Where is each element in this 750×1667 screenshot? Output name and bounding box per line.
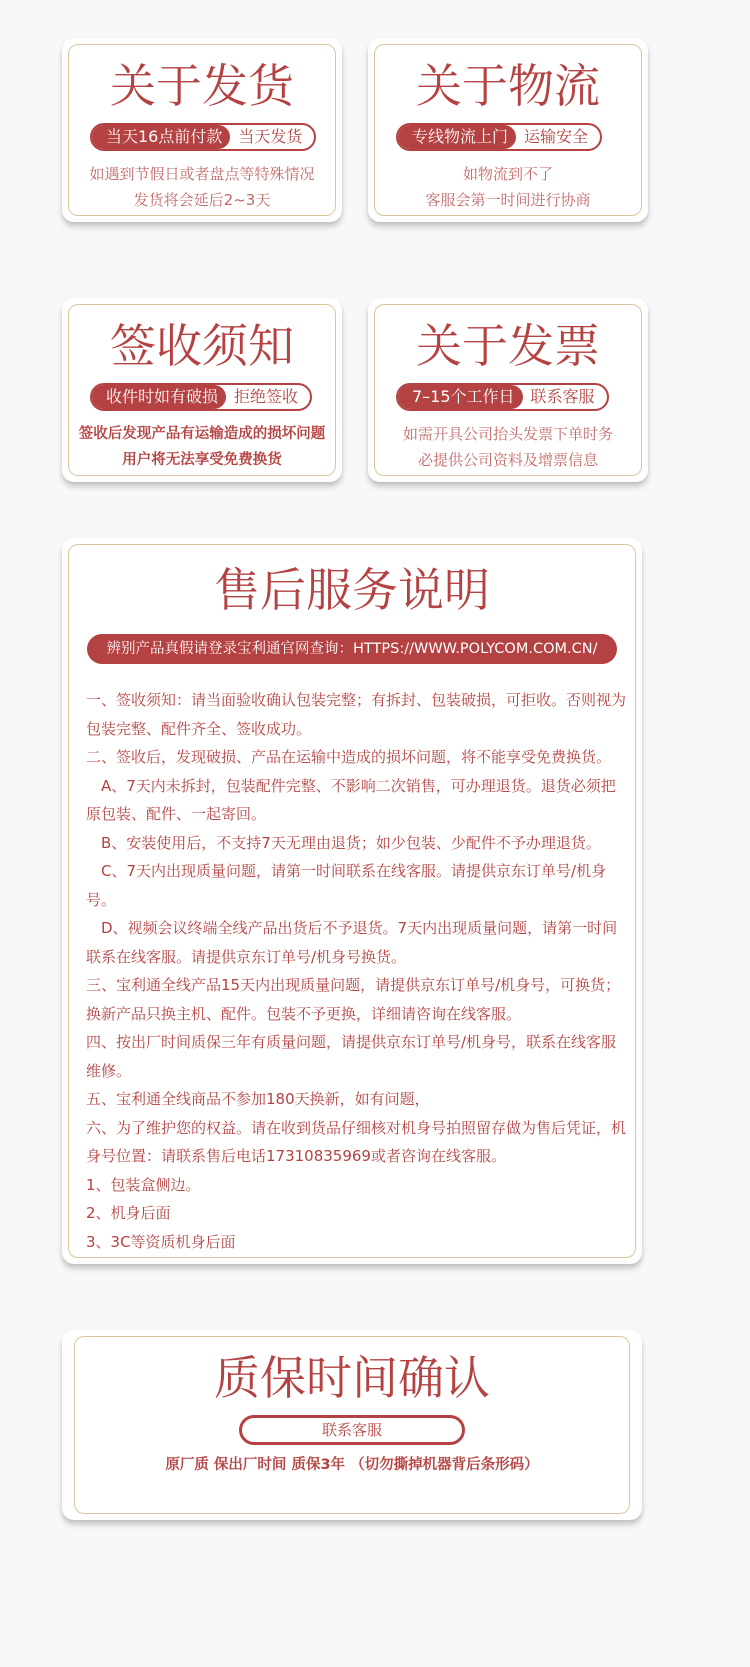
rule-item: 三、宝利通全线产品15天内出现质量问题，请提供京东订单号/机身号，可换货；换新产品只换主机、配件。包装不予更换，详细请咨询在线客服。	[86, 976, 621, 1023]
description-line: 必提供公司资料及增票信息	[417, 451, 598, 469]
description-line: 如物流到不了	[462, 165, 553, 183]
info-pill	[396, 123, 602, 151]
warranty-title: 质保时间确认	[214, 1351, 490, 1405]
pill-highlight: 专线物流上门	[398, 125, 516, 149]
after-sales-card	[62, 538, 642, 1264]
rule-item: 四、按出厂时间质保三年有质量问题，请提供京东订单号/机身号，联系在线客服维修。	[86, 1033, 617, 1080]
warranty-card	[62, 1330, 642, 1520]
card-description	[62, 161, 342, 213]
description-line: 客服会第一时间进行协商	[425, 191, 591, 209]
card-description	[62, 421, 342, 473]
info-pill	[396, 383, 609, 411]
rule-item: D、视频会议终端全线产品出货后不予退货。7天内出现质量问题，请第一时间联系在线客服。请提供京东订单号/机身号换货。	[86, 919, 618, 966]
description-line: 如需开具公司抬头发票下单时务	[402, 425, 613, 443]
official-site-bar: 辨别产品真假请登录宝利通官网查询：HTTPS://WWW.POLYCOM.COM.CN/	[87, 634, 617, 664]
pill-label: 当天发货	[238, 127, 303, 146]
receipt-card	[62, 298, 342, 482]
card-title: 签收须知	[110, 319, 294, 373]
warranty-note: 原厂质 保出厂时间 质保3年 （切勿撕掉机器背后条形码）	[165, 1457, 539, 1473]
rule-item: 六、为了维护您的权益。请在收到货品仔细核对机身号拍照留存做为售后凭证，机身号位置：请联系售后电话17310835969或者咨询在线客服。	[86, 1118, 627, 1165]
description-line: 如遇到节假日或者盘点等特殊情况	[89, 165, 315, 183]
pill-label: 拒绝签收	[234, 387, 299, 406]
rule-item: 五、宝利通全线商品不参加180天换新，如有问题，	[86, 1090, 430, 1108]
card-title: 关于发货	[110, 59, 294, 113]
after-sales-rules	[86, 686, 628, 1256]
rule-item: A、7天内未拆封，包装配件完整、不影响二次销售，可办理退货。退货必须把原包装、配件、一起寄回。	[86, 776, 616, 823]
description-line: 用户将无法享受免费换货	[122, 452, 282, 468]
description-line: 签收后发现产品有运输造成的损坏问题	[78, 426, 326, 442]
rule-item: C、7天内出现质量问题，请第一时间联系在线客服。请提供京东订单号/机身号。	[86, 862, 607, 909]
rule-item: 2、机身后面	[86, 1204, 171, 1222]
contact-support-button[interactable]: 联系客服	[239, 1415, 465, 1445]
rule-item: 二、签收后，发现破损、产品在运输中造成的损坏问题，将不能享受免费换货。	[86, 748, 612, 766]
after-sales-title: 售后服务说明	[214, 563, 490, 617]
card-title: 关于发票	[416, 319, 600, 373]
description-line: 发货将会延后2~3天	[133, 191, 271, 209]
rule-item: 3、3C等资质机身后面	[86, 1232, 236, 1251]
rule-item: B、安装使用后，不支持7天无理由退货；如少包装、少配件不予办理退货。	[86, 833, 601, 852]
pill-label: 运输安全	[524, 127, 589, 146]
info-pill	[90, 123, 316, 151]
pill-label: 联系客服	[530, 387, 595, 406]
pill-highlight: 收件时如有破损	[92, 385, 226, 409]
card-description	[368, 161, 648, 213]
card-title: 关于物流	[416, 59, 600, 113]
shipping-card	[62, 38, 342, 222]
card-description	[368, 421, 648, 473]
logistics-card	[368, 38, 648, 222]
pill-highlight: 当天16点前付款	[92, 125, 230, 149]
rule-item: 一、签收须知：请当面验收确认包装完整；有拆封、包装破损，可拒收。否则视为包装完整、配件齐全、签收成功。	[86, 691, 627, 738]
rule-item: 1、包装盒侧边。	[86, 1175, 201, 1194]
invoice-card	[368, 298, 648, 482]
pill-highlight: 7–15个工作日	[398, 385, 523, 409]
info-pill	[90, 383, 312, 411]
